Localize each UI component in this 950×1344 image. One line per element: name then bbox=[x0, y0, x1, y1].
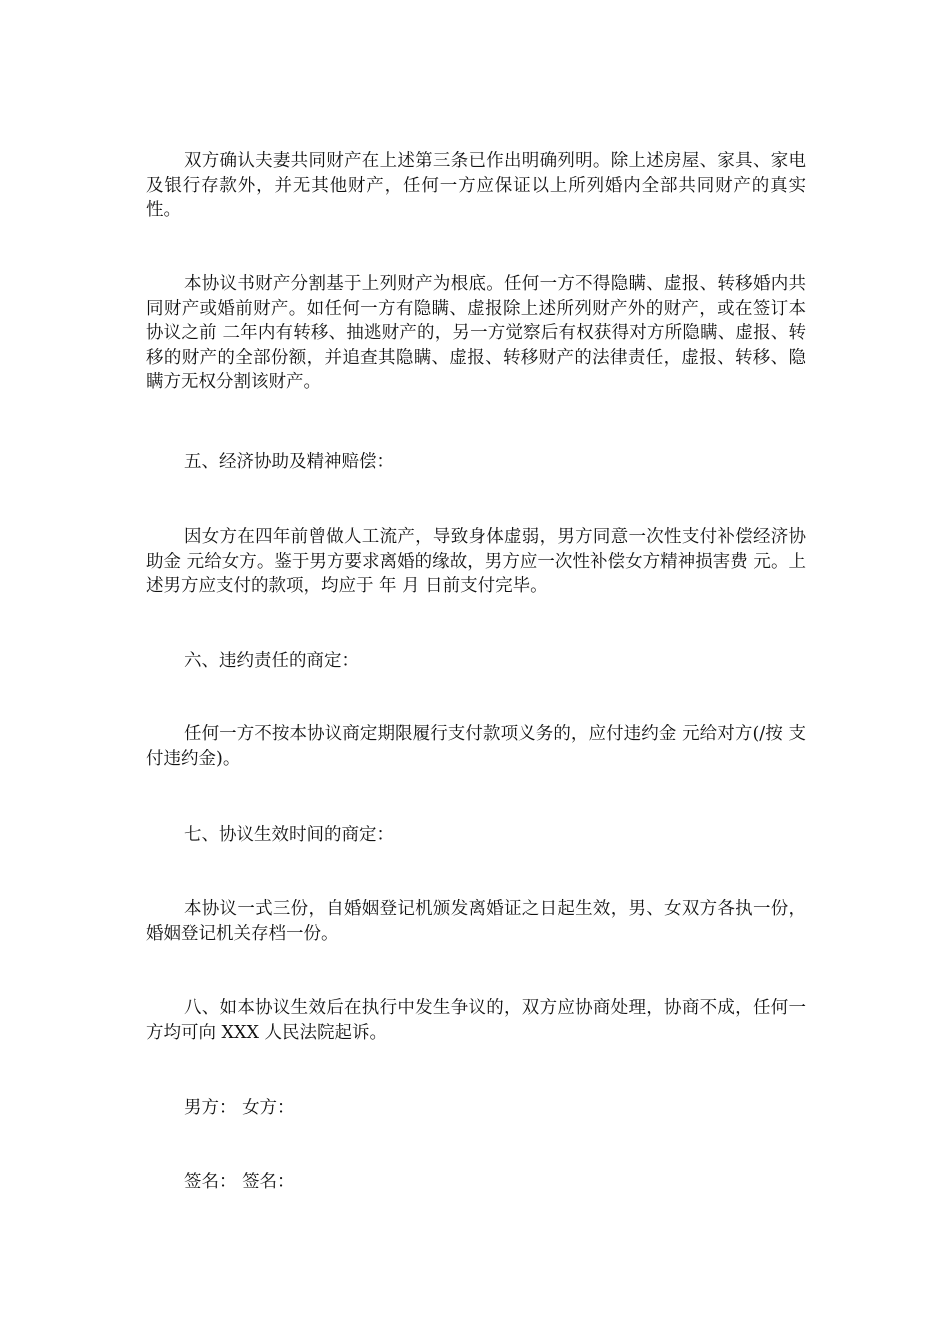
paragraph-compensation: 因女方在四年前曾做人工流产，导致身体虚弱，男方同意一次性支付补偿经济协助金 元给女方。鉴于男方要求离婚的缘故，男方应一次性补偿女方精神损害费 元。上述男方应支付的款项，均应于 年 月 日前支付完毕。 bbox=[146, 527, 806, 596]
paragraph-effective-time: 本协议一式三份，自婚姻登记机颁发离婚证之日起生效，男、女双方各执一份，婚姻登记机关存档一份。 bbox=[146, 899, 806, 944]
paragraph-breach-liability: 任何一方不按本协议商定期限履行支付款项义务的，应付违约金 元给对方(/按 支付违约金)。 bbox=[146, 724, 806, 769]
signature-line: 签名： 签名： bbox=[184, 1172, 295, 1192]
heading-section-six: 六、违约责任的商定： bbox=[184, 651, 359, 671]
heading-section-seven: 七、协议生效时间的商定： bbox=[184, 825, 394, 845]
paragraph-property-division-basis: 本协议书财产分割基于上列财产为根底。任何一方不得隐瞒、虚报、转移婚内共同财产或婚前财产。如任何一方有隐瞒、虚报除上述所列财产外的财产，或在签订本协议之前 二年内有转移、抽逃财产的，另一方觉察后有权获得对方所隐瞒、虚报、转移的财产的全部份额，并追查其隐瞒、虚报、转移财产的法律责任，虚报、转移、隐瞒方无权分割该财产。 bbox=[146, 274, 806, 392]
paragraph-dispute-resolution: 八、如本协议生效后在执行中发生争议的，双方应协商处理，协商不成，任何一方均可向 XXX 人民法院起诉。 bbox=[146, 998, 806, 1043]
paragraph-joint-property-confirmation: 双方确认夫妻共同财产在上述第三条已作出明确列明。除上述房屋、家具、家电及银行存款外，并无其他财产，任何一方应保证以上所列婚内全部共同财产的真实性。 bbox=[146, 151, 806, 220]
parties-line: 男方： 女方： bbox=[184, 1098, 295, 1118]
heading-section-five: 五、经济协助及精神赔偿： bbox=[184, 452, 394, 472]
